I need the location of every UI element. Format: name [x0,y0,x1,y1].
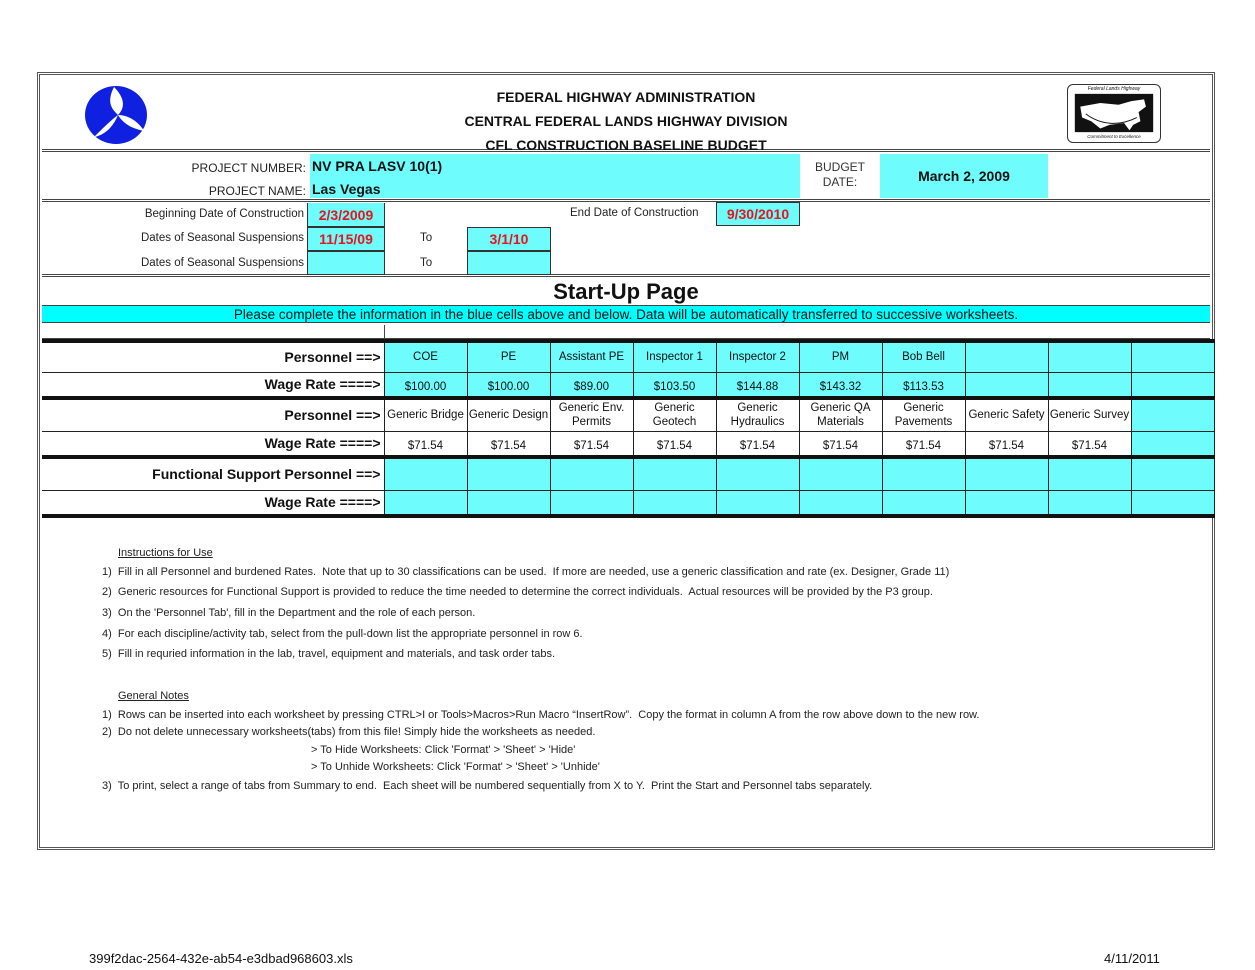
general-note-item: 2) Do not delete unnecessary worksheets(tabs) from this file! Simply hide the worksheets as needed. [102,726,596,738]
functional-wage-cell[interactable] [716,490,799,516]
generic-cell: Generic Survey [1048,398,1131,431]
header-title-2: CENTRAL FEDERAL LANDS HIGHWAY DIVISION [464,113,788,129]
generic-wage-cell: $71.54 [550,431,633,457]
generic-cell: Generic Geotech [633,398,716,431]
functional-wage-cell[interactable] [1048,490,1131,516]
header-title-3: CFL CONSTRUCTION BASELINE BUDGET [485,137,767,153]
instruction-banner: Please complete the information in the blue cells above and below. Data will be automatically transferred to successive worksheets. [42,305,1210,323]
instruction-item: 3) On the 'Personnel Tab', fill in the Department and the role of each person. [102,607,476,619]
functional-cell[interactable] [965,457,1048,490]
functional-cell[interactable] [716,457,799,490]
budget-label-line2: DATE: [822,175,858,189]
generic-cell: Generic QA Materials [799,398,882,431]
personnel-cell[interactable]: Inspector 2 [716,341,799,372]
project-name-field[interactable]: Las Vegas [312,181,381,197]
generic-wage-cell: $71.54 [467,431,550,457]
generic-cell[interactable] [1131,398,1214,431]
personnel-cell[interactable] [965,341,1048,372]
wage-cell[interactable]: $113.53 [882,372,965,398]
general-note-item: 1) Rows can be inserted into each worksheet by pressing CTRL>I or Tools>Macros>Run Macro “InsertRow”. Copy the format in column A from the row above down to the new row. [102,709,980,721]
suspension1-to-label: To [420,232,433,244]
wage-cell[interactable]: $103.50 [633,372,716,398]
suspension2-to-label: To [420,257,433,269]
instruction-item: 2) Generic resources for Functional Support is provided to reduce the time needed to determine the correct individuals. Actual resources will be provided by the P3 group. [102,586,933,598]
logo-top-text: Federal Lands Highway [1087,86,1141,92]
generic-personnel-row [42,398,1214,431]
suspension2-from-field[interactable] [307,251,385,275]
personnel-cell[interactable]: Assistant PE [550,341,633,372]
instruction-item: 5) Fill in requried information in the lab, travel, equipment and materials, and task order tabs. [102,648,556,660]
functional-cell[interactable] [384,457,467,490]
page-title: Start-Up Page [553,279,699,304]
functional-wage-cell[interactable] [633,490,716,516]
generic-wage-row-label: Wage Rate ====> [42,431,384,457]
end-date-field[interactable]: 9/30/2010 [716,202,800,226]
budget-label-line1: BUDGET [814,160,865,174]
functional-cell[interactable] [1131,457,1214,490]
generic-wage-cell: $71.54 [384,431,467,457]
logo-bottom-text: Commitment to Excellence [1087,134,1141,139]
functional-wage-cell[interactable] [965,490,1048,516]
personnel-cell[interactable]: Bob Bell [882,341,965,372]
functional-cell[interactable] [550,457,633,490]
personnel-cell[interactable]: COE [384,341,467,372]
generic-cell: Generic Bridge [384,398,467,431]
functional-wage-cell[interactable] [384,490,467,516]
usa-map-icon [1073,92,1155,134]
suspension2-label: Dates of Seasonal Suspensions [140,257,304,269]
functional-wage-cell[interactable] [799,490,882,516]
budget-date-field[interactable]: March 2, 2009 [880,154,1048,198]
generic-wage-row [42,431,1214,457]
functional-cell[interactable] [799,457,882,490]
wage-cell[interactable]: $100.00 [467,372,550,398]
wage-cell[interactable] [965,372,1048,398]
generic-wage-cell[interactable] [1131,431,1214,457]
generic-cell: Generic Env. Permits [550,398,633,431]
functional-row-label: Functional Support Personnel ==> [42,457,384,490]
generic-cell: Generic Hydraulics [716,398,799,431]
personnel-table-area [42,325,1210,520]
general-note-item: 3) To print, select a range of tabs from Summary to end. Each sheet will be numbered sequentially from X to Y. Print the Start and Personnel tabs separately. [102,780,873,792]
suspension2-to-field[interactable] [467,251,551,275]
functional-support-row [42,457,1214,490]
personnel-cell[interactable]: PE [467,341,550,372]
spacer-row [42,325,1210,339]
begin-date-field[interactable]: 2/3/2009 [307,203,385,227]
wage-cell[interactable] [1131,372,1214,398]
general-note-subitem: > To Unhide Worksheets: Click 'Format' > 'Sheet' > 'Unhide' [311,761,600,773]
general-notes-heading: General Notes [118,690,189,702]
generic-wage-cell: $71.54 [799,431,882,457]
project-number-field[interactable]: NV PRA LASV 10(1) [312,158,443,174]
personnel-cell[interactable]: Inspector 1 [633,341,716,372]
budget-date-label [800,160,880,190]
suspension1-from-field[interactable]: 11/15/09 [307,227,385,251]
wage-cell[interactable] [1048,372,1131,398]
personnel-row [42,341,1214,372]
wage-row-label: Wage Rate ====> [42,372,384,398]
generic-wage-cell: $71.54 [965,431,1048,457]
federal-lands-highway-logo [1067,84,1161,143]
header-title-1: FEDERAL HIGHWAY ADMINISTRATION [496,89,756,105]
generic-row-label: Personnel ==> [42,398,384,431]
functional-cell[interactable] [467,457,550,490]
functional-wage-cell[interactable] [1131,490,1214,516]
generic-wage-cell: $71.54 [882,431,965,457]
functional-cell[interactable] [633,457,716,490]
instructions-heading: Instructions for Use [118,547,213,559]
end-date-label: End Date of Construction [570,207,699,219]
functional-wage-cell[interactable] [550,490,633,516]
wage-cell[interactable]: $144.88 [716,372,799,398]
construction-dates [42,202,1210,277]
functional-wage-row [42,490,1214,516]
functional-cell[interactable] [1048,457,1131,490]
generic-wage-cell: $71.54 [633,431,716,457]
functional-wage-cell[interactable] [467,490,550,516]
project-number-label: PROJECT NUMBER: [191,161,306,175]
personnel-cell[interactable] [1131,341,1214,372]
instruction-item: 1) Fill in all Personnel and burdened Rates. Note that up to 30 classifications can be used. If more are needed, use a generic classification and rate (ex. Designer, Grade 11) [102,566,950,578]
general-note-subitem: > To Hide Worksheets: Click 'Format' > 'Sheet' > 'Hide' [311,744,576,756]
instruction-item: 4) For each discipline/activity tab, select from the pull-down list the appropriate personnel in row 6. [102,628,583,640]
generic-cell: Generic Design [467,398,550,431]
begin-date-label: Beginning Date of Construction [144,208,304,220]
footer-filename: 399f2dac-2564-432e-ab54-e3dbad968603.xls [89,951,353,966]
functional-wage-cell[interactable] [882,490,965,516]
generic-cell: Generic Safety [965,398,1048,431]
wage-cell[interactable]: $143.32 [799,372,882,398]
personnel-cell[interactable] [1048,341,1131,372]
generic-cell: Generic Pavements [882,398,965,431]
footer-date: 4/11/2011 [1104,951,1160,966]
personnel-cell[interactable]: PM [799,341,882,372]
wage-cell[interactable]: $89.00 [550,372,633,398]
project-info [42,152,1210,202]
personnel-row-label: Personnel ==> [42,341,384,372]
header [42,77,1210,152]
generic-wage-cell: $71.54 [716,431,799,457]
personnel-table [42,339,1215,518]
project-name-label: PROJECT NAME: [208,184,306,198]
personnel-wage-row [42,372,1214,398]
spreadsheet-frame [37,72,1215,850]
functional-cell[interactable] [882,457,965,490]
suspension1-to-field[interactable]: 3/1/10 [467,227,551,251]
startup-section [42,277,1210,325]
wage-cell[interactable]: $100.00 [384,372,467,398]
generic-wage-cell: $71.54 [1048,431,1131,457]
suspension1-label: Dates of Seasonal Suspensions [140,232,304,244]
functional-wage-row-label: Wage Rate ====> [42,490,384,516]
